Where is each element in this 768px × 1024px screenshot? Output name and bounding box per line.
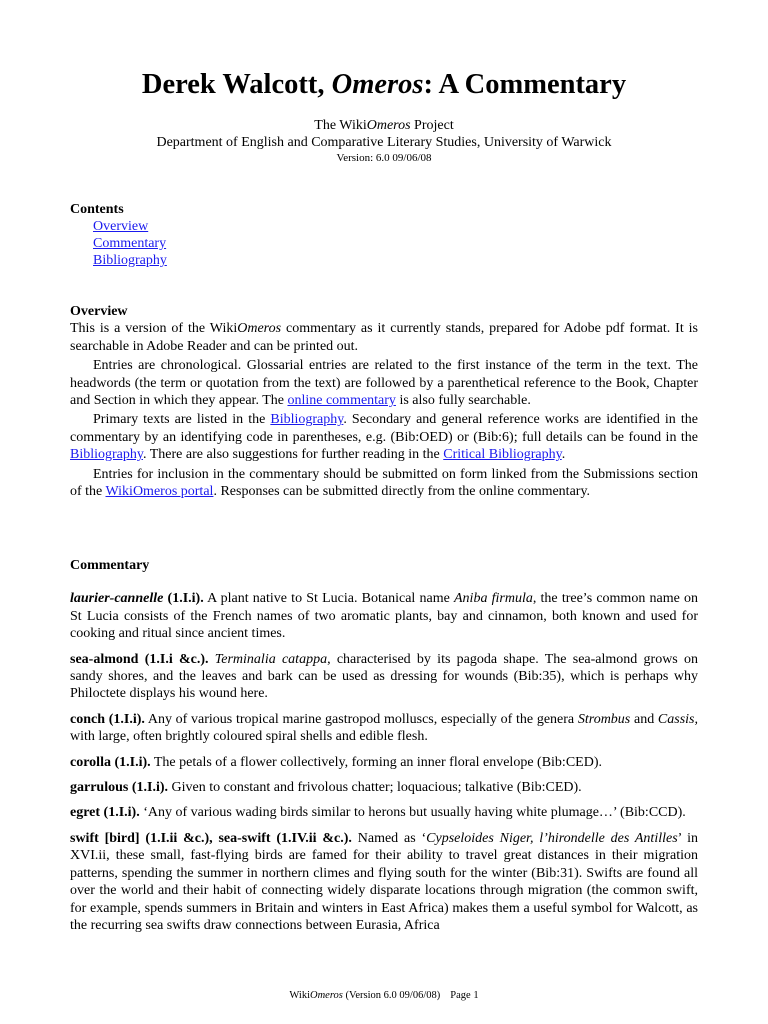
entry-4-headword: corolla (1.I.i). (70, 754, 151, 770)
footer-italic: Omeros (310, 990, 343, 1001)
p2-a: Entries are chronological. Glossarial entries are related to the first instance of the term in the text. The headwords (the term or quotation from the text) are followed by a parenthetical reference to the Book, Chapter and Section in which they appear. The (70, 358, 698, 409)
entry-conch (70, 711, 698, 746)
p3-b: . Secondary and general reference works are identified in the commentary by an identifying code in parentheses, e.g. (Bib:OED) or (Bib:6); full details can be found in the (70, 412, 698, 445)
title-italic: Omeros (331, 69, 424, 100)
entry-7-b: ’ in XVI.ii, these small, fast-flying birds are famed for their ability to travel great distances in their migration patterns, spending the summer in northern climes and flying south for the winter (Bib:31). Swifts are found all over the world and their habit of connecting widely disparate locations through migration (the common swift, for example, spends summers in Britain and winters in East Africa) makes them a useful symbol for Walcott, as the recurring sea swifts draw connections between Eurasia, Africa (70, 830, 698, 933)
contents-link-bibliography[interactable]: Bibliography (93, 253, 167, 268)
entry-7-a: Named as ‘ (351, 830, 427, 846)
overview-paragraph-3 (70, 411, 698, 463)
entry-laurier-cannelle (70, 590, 698, 642)
page-footer (0, 990, 768, 1002)
entry-4-text: The petals of a flower collectively, forming an inner floral envelope (Bib:CED). (150, 754, 602, 770)
p4-b: . Responses can be submitted directly from the online commentary. (213, 484, 591, 500)
footer-version: (Version 6.0 09/06/08) (342, 990, 441, 1001)
overview-paragraph-4 (70, 466, 698, 501)
page-number: Page 1 (450, 990, 479, 1001)
overview-paragraph-1 (70, 320, 698, 355)
entry-sea-almond (70, 651, 698, 703)
contents-link-commentary[interactable]: Commentary (93, 236, 167, 251)
p2-b: is also fully searchable. (395, 393, 531, 409)
bibliography-link-2[interactable]: Bibliography (70, 447, 143, 463)
version-line: Version: 6.0 09/06/08 (336, 152, 432, 164)
bibliography-link-1[interactable]: Bibliography (270, 412, 344, 428)
entry-2-b: , characterised by its pagoda shape. The sea-almond grows on sandy shores, and the leaves and bark can be used as dressing for wounds (Bib:35), which is perhaps why Philoctete displays his wound here. (70, 651, 699, 702)
entry-corolla (70, 754, 698, 771)
entry-5-text: Given to constant and frivolous chatter; loquacious; talkative (Bib:CED). (168, 780, 582, 796)
entry-swift (70, 830, 698, 934)
footer-wiki: Wiki (289, 990, 310, 1001)
entry-7-headword: swift [bird] (1.I.ii &c.), sea-swift (1.IV.ii &c.). (70, 830, 352, 846)
entry-1-headword: laurier-cannelle (70, 591, 164, 607)
entry-3-a: Any of various tropical marine gastropod molluscs, especially of the genera (144, 711, 578, 727)
project-italic: Omeros (366, 118, 411, 133)
contents-link-overview[interactable]: Overview (93, 219, 149, 234)
title-text-2: : A Commentary (423, 69, 627, 100)
p4-a: Entries for inclusion in the commentary should be submitted on form linked from the Submissions section of the (70, 466, 698, 500)
entry-6-text: ‘Any of various wading birds similar to herons but usually having white plumage…’ (Bib:CCD). (139, 805, 686, 821)
overview-heading: Overview (70, 304, 128, 319)
document-subhead (0, 117, 768, 165)
online-commentary-link[interactable]: online commentary (287, 393, 396, 409)
p3-a: Primary texts are listed in the (93, 412, 271, 428)
entry-1-a: A plant native to St Lucia. Botanical name (203, 591, 454, 607)
contents-heading: Contents (70, 202, 124, 217)
contents-section (70, 201, 167, 269)
department: Department of English and Comparative Literary Studies, University of Warwick (156, 135, 612, 150)
entry-3-italic-2: Cassis, (657, 711, 698, 727)
entry-3-italic-1: Strombus (577, 711, 631, 727)
project-name (0, 117, 768, 134)
commentary-heading: Commentary (70, 558, 150, 573)
entry-6-headword: egret (1.I.i). (70, 805, 140, 821)
p1-a: This is a version of the Wiki (70, 321, 238, 337)
project-post: Project (410, 118, 454, 133)
wikiomeros-portal-link[interactable]: WikiOmeros portal (105, 484, 214, 500)
p1-italic: Omeros (237, 321, 282, 337)
entry-1-ref: (1.I.i). (163, 591, 204, 607)
entry-5-headword: garrulous (1.I.i). (70, 780, 168, 796)
overview-section (70, 303, 698, 502)
p3-d: . (561, 447, 566, 463)
entry-7-italic: Cypseloides Niger, l’hirondelle des Antilles (426, 830, 678, 846)
commentary-section (70, 557, 698, 942)
entry-3-headword: conch (1.I.i). (70, 711, 145, 727)
document-title (0, 66, 768, 104)
overview-paragraph-2 (70, 357, 698, 409)
entry-2-headword: sea-almond (1.I.i &c.). (70, 651, 209, 667)
entry-3-c: with large, often brightly coloured spiral shells and edible flesh. (70, 729, 428, 745)
project-pre: The Wiki (314, 118, 367, 133)
entry-1-italic: Aniba firmula (454, 591, 533, 607)
entry-garrulous (70, 779, 698, 796)
p1-b: commentary as it currently stands, prepared for Adobe pdf format. It is searchable in Adobe Reader and can be printed out. (70, 321, 699, 354)
critical-bibliography-link[interactable]: Critical Bibliography (443, 447, 562, 463)
entry-1-b: , the tree’s common name on St Lucia consists of the French names of two aromatic plants, bay and cinnamon, both known and used for cooking and ritual since ancient times. (70, 591, 698, 642)
p3-c: . There are also suggestions for further reading in the (142, 447, 444, 463)
entry-3-b: and (630, 711, 658, 727)
entry-2-italic: Terminalia catappa (214, 651, 328, 667)
entry-egret (70, 804, 698, 821)
title-text-1: Derek Walcott, (141, 69, 332, 100)
